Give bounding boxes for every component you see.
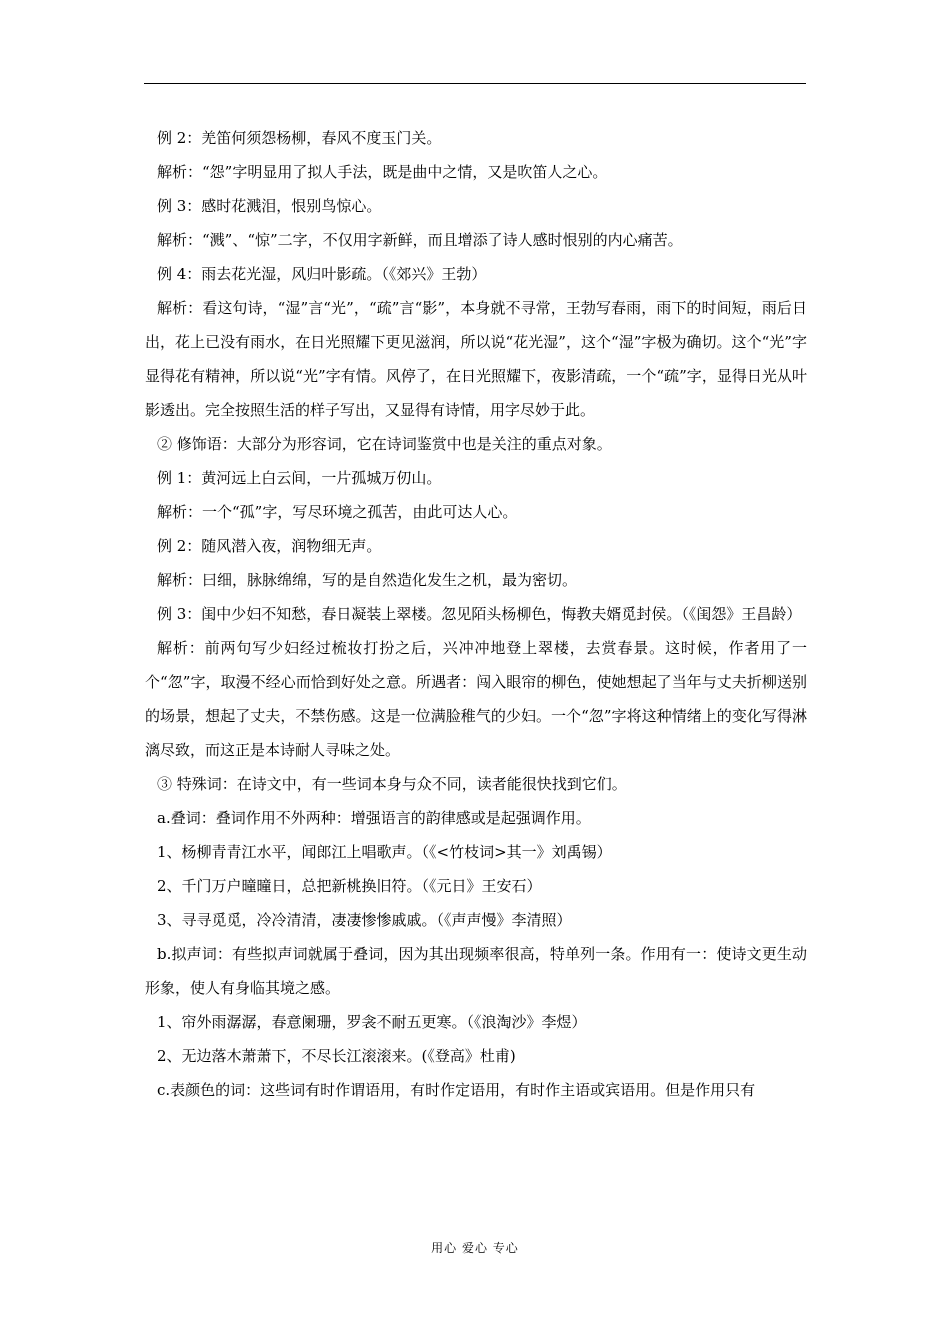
paragraph: 1、帘外雨潺潺，春意阑珊，罗衾不耐五更寒。（《浪淘沙》李煜） bbox=[157, 1013, 587, 1031]
paragraph: 3、寻寻觅觅，冷冷清清，凄凄惨惨戚戚。（《声声慢》李清照） bbox=[157, 911, 572, 929]
paragraph: 1、杨柳青青江水平，闻郎江上唱歌声。（《<竹枝词>其一》刘禹锡） bbox=[157, 843, 612, 861]
page-footer: 用心 爱心 专心 bbox=[431, 1241, 519, 1255]
paragraph: 解析：看这句诗，“湿”言“光”，“疏”言“影”，本身就不寻常，王勃写春雨，雨下的时间短，雨后日出，花上已没有雨水，在日光照耀下更见滋润，所以说“花光湿”，这个“湿”字极为确切。这个“光”字显得花有精神，所以说“光”字有情。风停了，在日光照耀下，夜影清疏，一个“疏”字，显得日光从叶影透出。完全按照生活的样子写出，又显得有诗情，用字尽妙于此。 bbox=[145, 299, 807, 419]
paragraph: c.表颜色的词：这些词有时作谓语用，有时作定语用，有时作主语或宾语用。但是作用只有 bbox=[157, 1081, 756, 1099]
header-rule bbox=[144, 83, 806, 84]
paragraph: 2、千门万户曈曈日，总把新桃换旧符。（《元日》王安石） bbox=[157, 877, 542, 895]
paragraph: 例 1：黄河远上白云间，一片孤城万仞山。 bbox=[157, 469, 442, 487]
paragraph: b.拟声词：有些拟声词就属于叠词，因为其出现频率很高，特单列一条。作用有一：使诗文更生动形象，使人有身临其境之感。 bbox=[145, 945, 807, 997]
paragraph: 例 2：随风潜入夜，润物细无声。 bbox=[157, 537, 382, 555]
paragraph: ③ 特殊词：在诗文中，有一些词本身与众不同，读者能很快找到它们。 bbox=[157, 775, 627, 793]
document-body bbox=[145, 121, 807, 1107]
paragraph: ② 修饰语：大部分为形容词，它在诗词鉴赏中也是关注的重点对象。 bbox=[157, 435, 612, 453]
paragraph: 2、无边落木萧萧下，不尽长江滚滚来。(《登高》杜甫) bbox=[157, 1047, 516, 1065]
paragraph: 解析：一个“孤”字，写尽环境之孤苦，由此可达人心。 bbox=[157, 503, 518, 521]
paragraph: 例 3：闺中少妇不知愁，春日凝装上翠楼。忽见陌头杨柳色，悔教夫婿觅封侯。（《闺怨》王昌龄） bbox=[157, 605, 802, 623]
paragraph: 例 2：羌笛何须怨杨柳，春风不度玉门关。 bbox=[157, 129, 442, 147]
paragraph: 解析：“怨”字明显用了拟人手法，既是曲中之情，又是吹笛人之心。 bbox=[157, 163, 608, 181]
paragraph: 解析：曰细，脉脉绵绵，写的是自然造化发生之机，最为密切。 bbox=[157, 571, 578, 589]
paragraph: 解析：“溅”、“惊”二字，不仅用字新鲜，而且增添了诗人感时恨别的内心痛苦。 bbox=[157, 231, 683, 249]
paragraph: 例 4：雨去花光湿，风归叶影疏。（《郊兴》王勃） bbox=[157, 265, 487, 283]
paragraph: a.叠词：叠词作用不外两种：增强语言的韵律感或是起强调作用。 bbox=[157, 809, 591, 827]
paragraph: 解析：前两句写少妇经过梳妆打扮之后，兴冲冲地登上翠楼，去赏春景。这时候，作者用了一个“忽”字，取漫不经心而恰到好处之意。所遇者：闯入眼帘的柳色，使她想起了当年与丈夫折柳送别的场景，想起了丈夫，不禁伤感。这是一位满脸稚气的少妇。一个“忽”字将这种情绪上的变化写得淋漓尽致，而这正是本诗耐人寻味之处。 bbox=[145, 639, 807, 759]
paragraph: 例 3：感时花溅泪，恨别鸟惊心。 bbox=[157, 197, 382, 215]
